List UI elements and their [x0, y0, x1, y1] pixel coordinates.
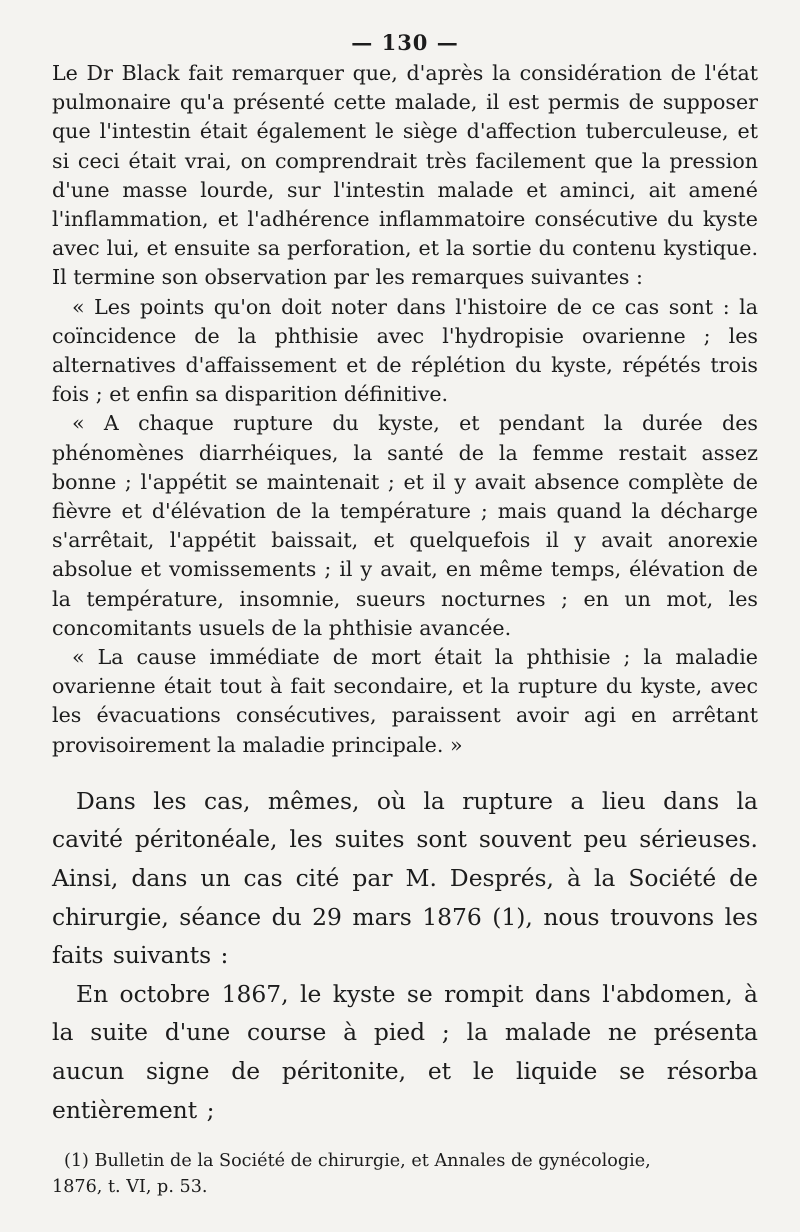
footnote-line: 1876, t. VI, p. 53.: [52, 1177, 208, 1197]
paragraph-quote-rupture: « A chaque rupture du kyste, et pendant la durée des phénomènes diarrhéiques, la santé de la femme restait assez bonne ; l'appétit se maintenait ; et il y avait absence complète de fièvre et d'élévation de la température ; mais quand la décharge s'arrêtait, l'appétit baissait, et quelquefois il y avait anorexie absolue et vomissements ; il y avait, en même temps, élévation de la température, insomnie, sueurs nocturnes ; en un mot, les concomitants usuels de la phthisie avancée.: [52, 411, 758, 640]
paragraph-peritoneal-rupture: Dans les cas, mêmes, où la rupture a lieu dans la cavité péritonéale, les suites sont souvent peu sérieuses. Ainsi, dans un cas cité par M. Després, à la Société de chirurgie, séance du 29 mars 1876 (1), nous trouvons les faits suivants :: [52, 786, 758, 970]
footnote: [52, 1148, 758, 1200]
paragraph-october-1867: En octobre 1867, le kyste se rompit dans l'abdomen, à la suite d'une course à pied ; la malade ne présenta aucun signe de péritonite, et le liquide se résorba entièrement ;: [52, 979, 758, 1124]
paragraph-quote-cause: « La cause immédiate de mort était la phthisie ; la maladie ovarienne était tout à fait secondaire, et la rupture du kyste, avec les évacuations consécutives, paraissent avoir agi en arrêtant provisoirement la maladie principale. »: [52, 645, 758, 757]
page-number: — 130 —: [351, 30, 459, 55]
paragraph-quote-points: « Les points qu'on doit noter dans l'histoire de ce cas sont : la coïncidence de la phthisie avec l'hydropisie ovarienne ; les alternatives d'affaissement et de réplétion du kyste, répétés trois fois ; et enfin sa disparition définitive.: [52, 294, 758, 407]
quoted-section: [52, 59, 758, 760]
footnote-line: (1) Bulletin de la Société de chirurgie, et Annales de gynécologie,: [64, 1151, 651, 1171]
section-spacer: [52, 760, 758, 782]
main-section: [52, 782, 758, 1129]
paragraph-black-remark: Le Dr Black fait remarquer que, d'après la considération de l'état pulmonaire qu'a présenté cette malade, il est permis de supposer que l'intestin était également le siège d'affection tuberculeuse, et si ceci était vrai, on comprendrait très facilement que la pression d'une masse lourde, sur l'intestin malade et aminci, ait amené l'inflammation, et l'adhérence inflammatoire consécutive du kyste avec lui, et ensuite sa perforation, et la sortie du contenu kystique. Il termine son observation par les remarques suivantes :: [52, 61, 758, 290]
